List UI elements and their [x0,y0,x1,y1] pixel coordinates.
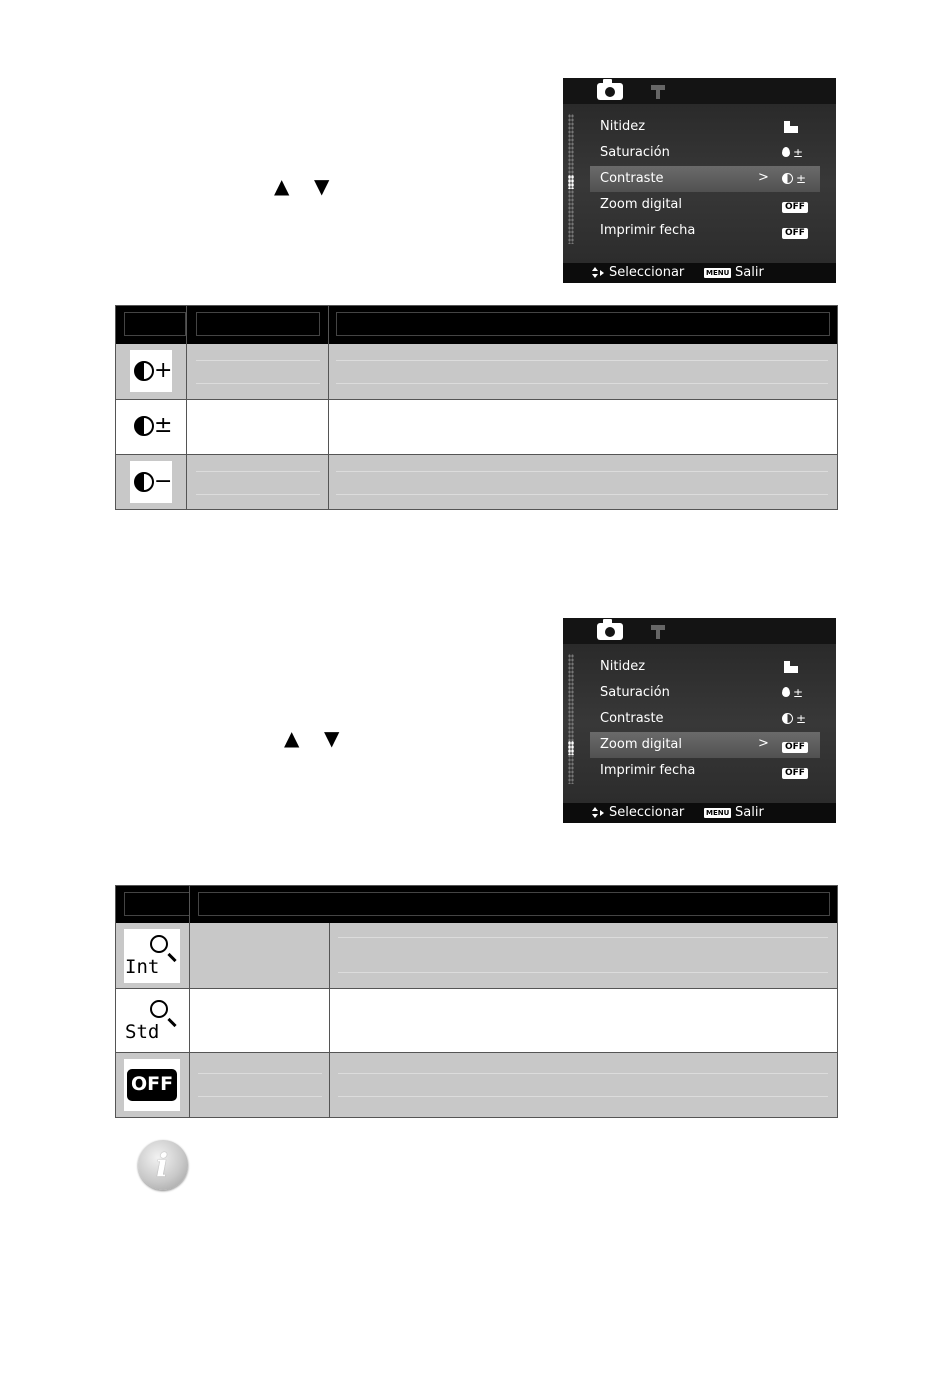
info-note-icon: i [138,1140,188,1190]
setup-tab-icon[interactable] [651,625,665,639]
scroll-position-icon [568,741,574,755]
chevron-right-icon: > [758,736,769,751]
up-arrow-icon: ▲ [284,726,300,750]
menu-footer [563,803,836,823]
footer-exit-label: Salir [735,805,764,820]
menu-item-label: Zoom digital [600,737,683,752]
menu-item-imprimir-fecha[interactable] [563,758,836,784]
menu-item-label: Nitidez [600,659,646,674]
menu-button-icon: MENU [706,809,730,817]
table-header [116,886,837,923]
menu-item-label: Nitidez [600,119,646,134]
table-row [116,455,837,509]
footer-select-label: Seleccionar [609,265,685,280]
right-triangle-icon [600,810,604,816]
menu-item-label: Contraste [600,711,664,726]
off-badge: OFF [782,739,808,751]
table-row [116,923,837,988]
saturation-icon: ± [782,687,803,699]
setup-tab-icon[interactable] [651,85,665,99]
down-arrow-icon: ▼ [324,726,340,750]
contrast-normal-icon: ± [130,405,172,447]
zoom-off-icon: OFF [124,1059,180,1111]
menu-button-icon: MENU [706,269,730,277]
menu-item-label: Zoom digital [600,197,683,212]
table-row [116,400,837,454]
off-badge: OFF [782,199,808,211]
menu-item-label: Contraste [600,171,664,186]
table-row [116,344,837,399]
menu-item-imprimir-fecha[interactable] [563,218,836,244]
menu-item-label: Imprimir fecha [600,763,696,778]
saturation-icon: ± [782,147,803,159]
camera-menu-screen-1 [563,78,836,283]
contrast-options-table [115,305,838,510]
menu-item-label: Imprimir fecha [600,223,696,238]
footer-exit-label: Salir [735,265,764,280]
scroll-position-icon [568,175,574,189]
menu-tab-bar [563,78,836,104]
menu-item-label: Saturación [600,685,670,700]
camera-menu-screen-2 [563,618,836,823]
table-row [116,989,837,1052]
menu-item-nitidez[interactable] [563,654,836,680]
chevron-right-icon: > [758,170,769,185]
off-badge: OFF [782,765,808,777]
contrast-minus-icon: − [130,461,172,503]
menu-item-label: Saturación [600,145,670,160]
camera-tab-icon[interactable] [597,623,623,640]
off-badge: OFF [782,225,808,237]
menu-item-saturacion[interactable] [563,140,836,166]
menu-item-nitidez[interactable] [563,114,836,140]
up-arrow-icon: ▲ [274,174,290,198]
standard-zoom-icon: Std [124,994,180,1048]
intelligent-zoom-icon: Int [124,929,180,983]
menu-footer [563,263,836,283]
down-arrow-icon: ▼ [314,174,330,198]
menu-item-saturacion[interactable] [563,680,836,706]
contrast-icon: ± [782,173,806,185]
right-triangle-icon [600,270,604,276]
menu-tab-bar [563,618,836,644]
menu-item-zoom-digital[interactable] [563,192,836,218]
up-down-icon [592,807,600,819]
table-row [116,1053,837,1117]
contrast-icon: ± [782,713,806,725]
contrast-plus-icon: + [130,350,172,392]
up-down-icon [592,267,600,279]
menu-item-zoom-digital[interactable] [590,732,820,758]
table-header [116,306,837,344]
menu-item-contraste[interactable] [563,706,836,732]
footer-select-label: Seleccionar [609,805,685,820]
digital-zoom-options-table [115,885,838,1118]
menu-item-contraste[interactable] [590,166,820,192]
camera-tab-icon[interactable] [597,83,623,100]
